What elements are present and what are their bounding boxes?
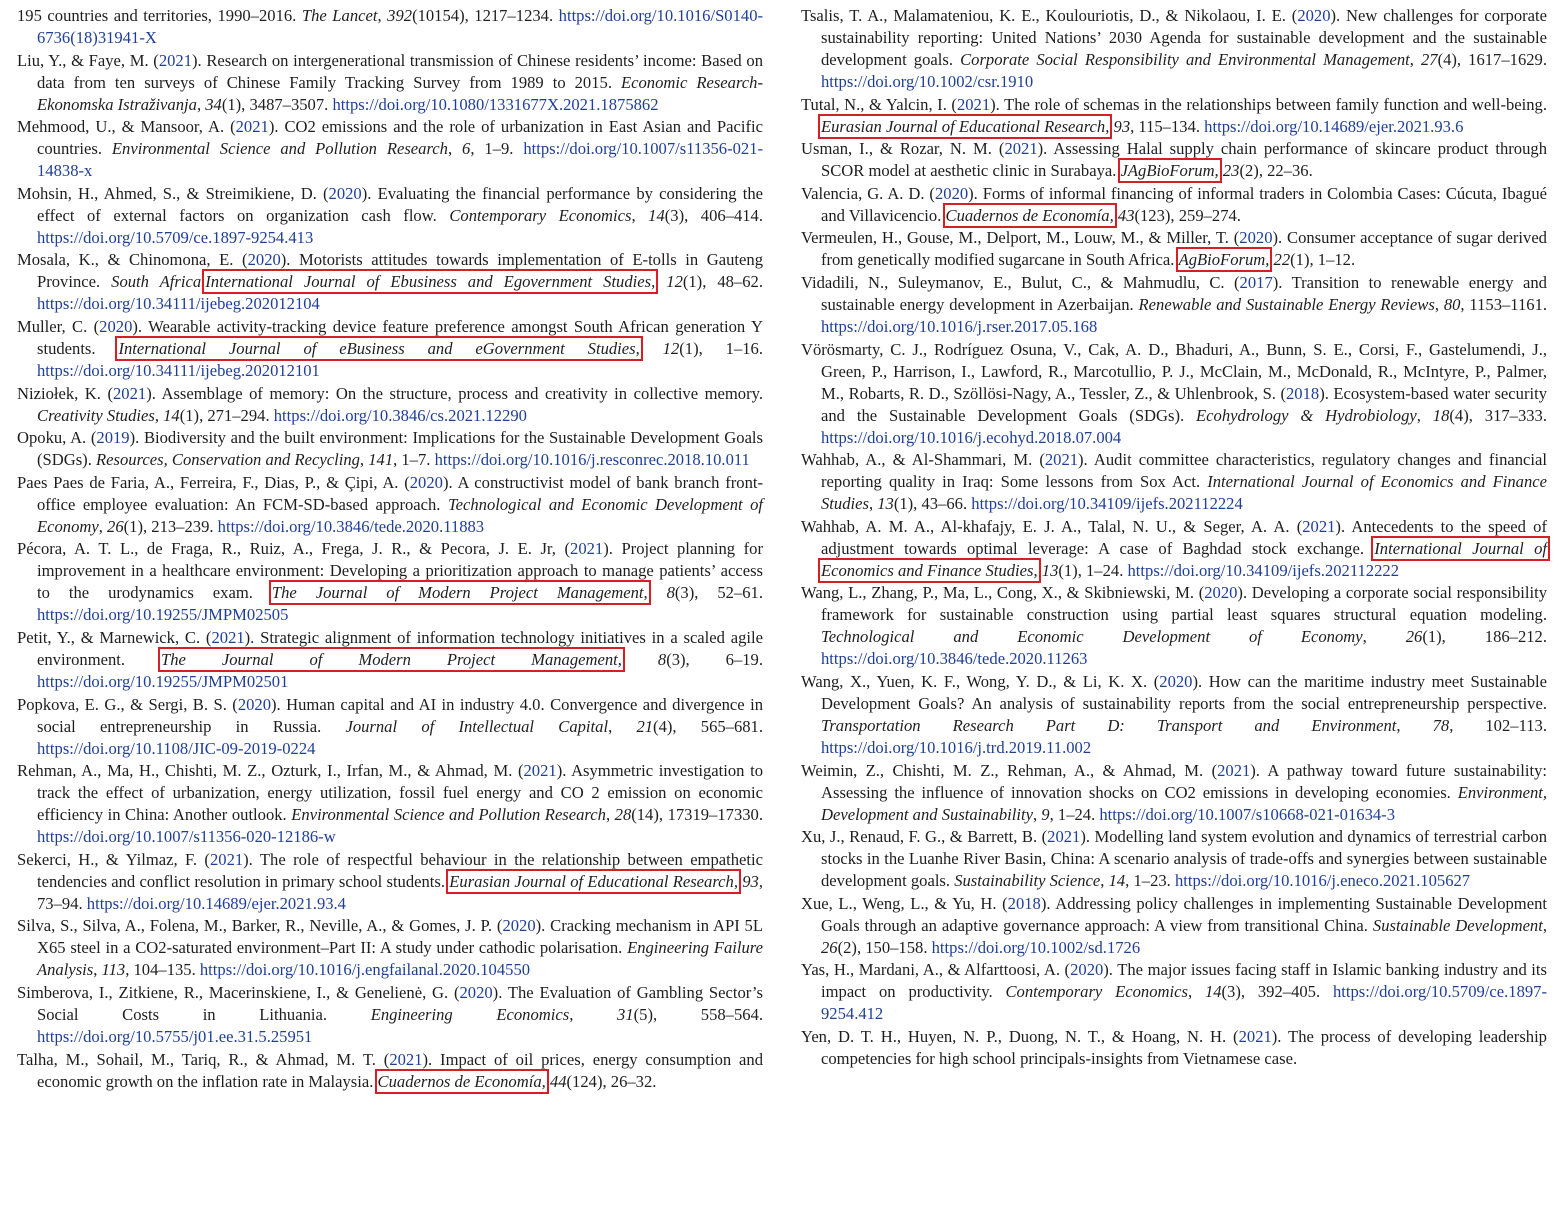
reference-entry <box>17 1049 763 1093</box>
reference-doi-link[interactable]: https://doi.org/10.1002/sd.1726 <box>931 937 1141 957</box>
reference-volume: 113 <box>101 960 126 980</box>
reference-journal: Resources, Conservation and Recycling <box>96 450 360 470</box>
reference-authors: Yen, D. T. H., Huyen, N. P., Duong, N. T., & Hoang, N. H. ( <box>801 1026 1239 1046</box>
reference-volume: 8 <box>657 649 667 669</box>
reference-volume: 34 <box>205 94 222 114</box>
reference-pages: (2), 22–36. <box>1239 161 1313 181</box>
reference-entry <box>17 538 763 626</box>
reference-title: ). Forms of informal financing of informal traders in Colombia Cases: Cúcuta, Ibagué and Villavicencio. <box>821 183 1547 225</box>
reference-separator: , <box>154 405 164 425</box>
reference-volume: 13 <box>1041 560 1059 580</box>
reference-pages: , 115–134. <box>1130 116 1205 136</box>
reference-authors: Valencia, G. A. D. ( <box>801 183 935 203</box>
reference-authors: Silva, S., Silva, A., Folena, M., Barker, R., Neville, A., & Gomes, J. P. ( <box>17 916 503 936</box>
reference-year-link[interactable]: 2021 <box>1044 450 1079 470</box>
reference-authors: Liu, Y., & Faye, M. ( <box>17 50 159 70</box>
reference-journal: Renewable and Sustainable Energy Reviews <box>1138 294 1435 314</box>
reference-volume: 93 <box>1113 116 1131 136</box>
reference-volume: 31 <box>617 1004 634 1024</box>
reference-authors: Tutal, N., & Yalcin, I. ( <box>801 94 957 114</box>
reference-entry <box>801 671 1547 759</box>
reference-title: ). Assemblage of memory: On the structure, process and creativity in collective memory. <box>146 383 763 403</box>
reference-volume: 14 <box>1204 982 1222 1002</box>
reference-authors: Weimin, Z., Chishti, M. Z., Rehman, A., & Ahmad, M. ( <box>801 760 1218 780</box>
reference-volume: 26 <box>821 937 838 957</box>
reference-pages: (1), 48–62. <box>682 272 763 292</box>
reference-year-link[interactable]: 2020 <box>1239 228 1273 248</box>
reference-pages: (3), 406–414. <box>664 205 764 225</box>
reference-separator: , <box>1100 871 1109 891</box>
reference-year-link[interactable]: 2017 <box>1239 272 1273 292</box>
reference-pages: (4), 1617–1629. <box>1437 50 1547 69</box>
reference-year-link[interactable]: 2021 <box>523 761 557 781</box>
reference-pages: (1), 1–16. <box>679 338 763 358</box>
reference-title: ). Wearable activity-tracking device feature preference amongst South African generation Y students. <box>37 316 763 358</box>
reference-doi-link[interactable]: https://doi.org/10.5755/j01.ee.31.5.25951 <box>37 1026 313 1046</box>
reference-entry <box>801 959 1547 1025</box>
reference-title: ). Human capital and AI in industry 4.0. Convergence and divergence in social entrepreneurship in Russia. <box>37 694 764 736</box>
reference-title: ). Addressing policy challenges in implementing Sustainable Development Goals through an adaptive governance approach: A view from transitional China. <box>821 893 1547 935</box>
reference-title: ). Evaluating the financial performance by considering the effect of external factors on organization cash flow. <box>37 183 763 225</box>
reference-entry <box>17 183 763 249</box>
reference-doi-link[interactable]: https://doi.org/10.1007/s11356-020-12186-w <box>37 827 336 847</box>
reference-title: ). The Evaluation of Gambling Sector’s Social Costs in Lithuania. <box>37 982 763 1024</box>
reference-separator <box>648 583 667 602</box>
reference-doi-link[interactable]: https://doi.org/10.1080/1331677X.2021.1875862 <box>332 94 659 114</box>
reference-separator: , <box>608 716 637 736</box>
reference-pages: (1), 3487–3507. <box>221 94 333 114</box>
reference-separator: , <box>1187 982 1205 1002</box>
reference-year-link[interactable]: 2021 <box>113 383 147 403</box>
highlighted-journal: The Journal of Modern Project Management, <box>161 649 622 669</box>
reference-title: ). The process of developing leadership competencies for high school principals-insights from Vietnamese case. <box>821 1026 1547 1068</box>
reference-authors: Rehman, A., Ma, H., Chishti, M. Z., Ozturk, I., Irfan, M., & Ahmad, M. ( <box>17 761 524 781</box>
reference-entry <box>801 826 1547 892</box>
reference-year-link[interactable]: 2021 <box>1217 760 1251 780</box>
reference-separator: , <box>631 205 649 225</box>
reference-doi-link[interactable]: https://doi.org/10.1108/JIC-09-2019-0224 <box>37 738 316 758</box>
highlighted-journal: Cuadernos de Economía, <box>945 205 1114 225</box>
reference-title: ). Transition to renewable energy and sustainable energy development in Azerbaijan. <box>821 272 1547 314</box>
reference-year-link[interactable]: 2020 <box>1204 583 1238 603</box>
reference-authors: Mohsin, H., Ahmed, S., & Streimikiene, D. ( <box>17 183 329 203</box>
reference-volume: 93 <box>742 871 759 891</box>
reference-authors: Petit, Y., & Marnewick, C. ( <box>17 627 212 647</box>
reference-year-link[interactable]: 2020 <box>328 183 362 203</box>
reference-year-link[interactable]: 2020 <box>934 183 969 203</box>
reference-title: ). The major issues facing staff in Islamic banking industry and its impact on productivity. <box>821 960 1547 1002</box>
reference-title: ). The role of respectful behaviour in the relationship between empathetic tendencies and conflict resolution in primary school students. <box>37 849 763 891</box>
reference-authors: Wang, L., Zhang, P., Ma, L., Cong, X., & Skibniewski, M. ( <box>801 583 1205 603</box>
reference-doi-link[interactable]: https://doi.org/10.14689/ejer.2021.93.6 <box>1204 116 1464 136</box>
reference-pages: (4), 317–333. <box>1449 405 1548 425</box>
reference-doi-link[interactable]: https://doi.org/10.1016/j.ecohyd.2018.07.004 <box>821 427 1122 447</box>
reference-year-link[interactable]: 2020 <box>409 472 443 492</box>
reference-authors: Simberova, I., Zitkiene, R., Macerinskiene, I., & Genelienė, G. ( <box>17 982 460 1002</box>
reference-volume: 22 <box>1273 250 1291 270</box>
reference-separator: , <box>359 450 369 470</box>
reference-authors: Muller, C. ( <box>17 316 100 336</box>
reference-volume: 141 <box>368 450 394 470</box>
reference-journal: Journal of Intellectual Capital <box>345 716 609 736</box>
reference-entry <box>17 627 763 693</box>
reference-pages: , 1–7. <box>393 450 435 470</box>
reference-volume: 6 <box>462 139 471 159</box>
reference-separator: , <box>1416 405 1433 425</box>
reference-separator: , <box>93 960 102 980</box>
reference-volume: 78 <box>1432 715 1450 735</box>
reference-volume: 44 <box>549 1071 567 1091</box>
reference-journal: Sustainable Development <box>1372 915 1543 935</box>
highlighted-journal: International Journal of eBusiness and eGovernment Studies, <box>118 338 640 358</box>
reference-authors: Opoku, A. ( <box>17 428 97 448</box>
reference-separator: , <box>1409 50 1421 69</box>
highlighted-journal: Eurasian Journal of Educational Research, <box>449 871 738 891</box>
reference-year-link[interactable]: 2021 <box>1238 1026 1272 1046</box>
reference-doi-link[interactable]: https://doi.org/10.34109/ijefs.202112222 <box>1127 560 1399 580</box>
highlighted-journal: The Journal of Modern Project Management, <box>271 583 648 603</box>
reference-year-link[interactable]: 2021 <box>389 1049 423 1069</box>
reference-doi-link[interactable]: https://doi.org/10.1002/csr.1910 <box>821 72 1034 91</box>
highlighted-journal: AgBioForum, <box>1178 250 1270 270</box>
reference-year-link[interactable]: 2021 <box>211 627 245 647</box>
reference-journal: Environment, Development and Sustainability <box>821 782 1547 824</box>
reference-entry <box>801 138 1547 182</box>
reference-authors: Popkova, E. G., & Sergi, B. S. ( <box>17 694 238 714</box>
reference-year-link[interactable]: 2020 <box>247 250 281 270</box>
reference-title: ). Developing a corporate social responsibility framework for sustainable construction using partial least squares structural equation modeling. <box>821 583 1547 625</box>
reference-separator: , <box>1362 627 1406 647</box>
reference-title: ). Motorists attitudes towards implementation of E-tolls in Gauteng Province. <box>37 250 763 292</box>
reference-separator: , <box>196 94 206 114</box>
reference-column-left <box>17 5 763 1093</box>
reference-entry <box>17 472 763 538</box>
reference-year-link[interactable]: 2020 <box>1070 960 1104 980</box>
reference-title: ). A pathway toward future sustainability: Assessing the influence of innovation shocks on CO2 emissions in developing economies. <box>821 760 1547 802</box>
reference-entry <box>801 516 1547 582</box>
reference-year-link[interactable]: 2021 <box>1047 827 1081 847</box>
reference-title: ). Modelling land system evolution and dynamics of terrestrial carbon stocks in the Luanhe River Basin, China: A scenario analysis of trade-offs and synergies between sustainable development goals. <box>821 827 1547 891</box>
reference-volume: 12 <box>666 272 683 292</box>
reference-entry <box>17 116 763 182</box>
reference-authors: Pécora, A. T. L., de Fraga, R., Ruiz, A., Frega, J. R., & Pecora, J. E. Jr, ( <box>17 539 571 559</box>
reference-volume: 9 <box>1041 804 1050 824</box>
reference-journal: South Africa. <box>111 272 206 292</box>
reference-authors: Sekerci, H., & Yilmaz, F. ( <box>17 849 210 869</box>
reference-year-link[interactable]: 2021 <box>1302 516 1336 536</box>
reference-authors: Wang, X., Yuen, K. F., Wong, Y. D., & Li, K. X. ( <box>801 671 1160 691</box>
reference-entry <box>801 760 1547 826</box>
highlighted-journal: Eurasian Journal of Educational Research, <box>821 116 1110 136</box>
reference-volume: 14 <box>648 205 665 225</box>
reference-year-link[interactable]: 2020 <box>1159 671 1193 691</box>
reference-title: ). Audit committee characteristics, regulatory changes and financial reporting quality in Iraq: Some lessons from Sox Act. <box>821 450 1547 492</box>
reference-separator: , <box>377 6 388 25</box>
reference-doi-link[interactable]: https://doi.org/10.3846/tede.2020.11883 <box>217 516 485 536</box>
reference-volume: 14 <box>1108 871 1126 891</box>
reference-pages: (2), 150–158. <box>837 937 932 957</box>
reference-year-link[interactable]: 2018 <box>1286 383 1320 403</box>
reference-pages: , 104–135. <box>125 960 200 980</box>
reference-entry <box>17 427 763 471</box>
reference-journal: Sustainability Science <box>954 871 1101 891</box>
reference-column-right <box>801 5 1547 1071</box>
reference-journal: Corporate Social Responsibility and Environmental Management <box>960 50 1410 69</box>
reference-journal: Engineering Failure Analysis <box>37 938 763 980</box>
reference-authors: Usman, I., & Rozar, N. M. ( <box>801 139 1005 159</box>
reference-year-link[interactable]: 2020 <box>237 694 272 714</box>
reference-journal: Environmental Science and Pollution Research <box>291 805 606 825</box>
highlighted-journal: International Journal of Economics and Finance Studies, <box>821 538 1547 580</box>
reference-journal: Economic Research-Ekonomska Istraživanja <box>37 72 763 114</box>
reference-authors: Tsalis, T. A., Malamateniou, K. E., Koulouriotis, D., & Nikolaou, I. E. ( <box>801 6 1298 25</box>
reference-doi-link[interactable]: https://doi.org/10.1007/s11356-021-14838-x <box>37 139 764 181</box>
reference-separator: , <box>868 494 878 514</box>
reference-pages: (1), 1–24. <box>1058 560 1128 580</box>
reference-entry <box>801 449 1547 515</box>
reference-volume: 80 <box>1443 294 1461 314</box>
reference-authors: Talha, M., Sohail, M., Tariq, R., & Ahmad, M. T. ( <box>17 1049 390 1069</box>
reference-entry <box>17 383 763 427</box>
reference-volume: 392 <box>387 6 413 25</box>
reference-title: ). Cracking mechanism in API 5L X65 steel in a CO2-saturated environment–Part II: A study under cathodic polarisation. <box>37 916 763 958</box>
reference-journal: International Journal of Economics and Finance Studies <box>821 472 1547 514</box>
reference-doi-link[interactable]: https://doi.org/10.14689/ejer.2021.93.4 <box>86 893 346 913</box>
highlighted-journal: JAgBioForum, <box>1120 161 1219 181</box>
reference-entry <box>801 5 1547 93</box>
reference-entry <box>801 227 1547 271</box>
reference-entry <box>801 1026 1547 1070</box>
reference-pages: (123), 259–274. <box>1134 205 1241 225</box>
reference-doi-link[interactable]: https://doi.org/10.19255/JMPM02501 <box>37 671 289 691</box>
reference-volume: 23 <box>1222 161 1240 181</box>
reference-volume: 26 <box>107 516 124 536</box>
reference-year-link[interactable]: 2021 <box>1004 139 1038 159</box>
reference-doi-link[interactable]: https://doi.org/10.1016/j.engfailanal.2020.104550 <box>199 960 531 980</box>
reference-journal: Transportation Research Part D: Transport and Environment <box>821 715 1397 735</box>
reference-journal: Contemporary Economics <box>1005 982 1188 1002</box>
reference-journal: Environmental Science and Pollution Research <box>111 139 448 159</box>
reference-title: 195 countries and territories, 1990–2016. <box>17 6 302 25</box>
reference-title: ). Biodiversity and the built environment: Implications for the Sustainable Development Goals (SDGs). <box>37 428 764 470</box>
reference-year-link[interactable]: 2021 <box>158 50 193 70</box>
reference-separator: , <box>1396 715 1433 735</box>
reference-year-link[interactable]: 2020 <box>502 916 536 936</box>
reference-title: ). A constructivist model of bank branch front-office employee evaluation: An FCM-SD-based approach. <box>37 472 763 514</box>
reference-doi-link[interactable]: https://doi.org/10.1016/j.rser.2017.05.168 <box>821 316 1098 336</box>
reference-pages: (124), 26–32. <box>566 1071 657 1091</box>
reference-entry <box>17 982 763 1048</box>
reference-volume: 26 <box>1405 627 1423 647</box>
reference-separator: , <box>447 139 463 159</box>
reference-pages: (3), 392–405. <box>1221 982 1333 1002</box>
reference-entry <box>801 183 1547 227</box>
reference-authors: Wahhab, A., & Al-Shammari, M. ( <box>801 450 1045 470</box>
reference-separator: , <box>98 516 108 536</box>
reference-doi-link[interactable]: https://doi.org/10.1016/j.resconrec.2018.10.011 <box>434 450 750 470</box>
reference-journal: Engineering Economics <box>370 1004 570 1024</box>
reference-title: ). Consumer acceptance of sugar derived from genetically modified sugarcane in South Africa. <box>821 228 1547 270</box>
reference-year-link[interactable]: 2020 <box>459 982 493 1002</box>
reference-title: ). How can the maritime industry meet Sustainable Development Goals? An analysis of sustainability reports from the social entrepreneurship perspective. <box>821 671 1547 713</box>
reference-entry <box>17 694 763 760</box>
reference-doi-link[interactable]: https://doi.org/10.1016/j.eneco.2021.105627 <box>1174 871 1471 891</box>
reference-pages: , 1–23. <box>1125 871 1175 891</box>
reference-entry <box>801 893 1547 959</box>
reference-volume: 43 <box>1117 205 1135 225</box>
reference-year-link[interactable]: 2020 <box>99 316 133 336</box>
reference-doi-link[interactable]: https://doi.org/10.34111/ijebeg.202012104 <box>37 294 320 314</box>
reference-pages: (1), 1–12. <box>1290 250 1356 270</box>
reference-volume: 18 <box>1432 405 1450 425</box>
reference-pages: (1), 271–294. <box>179 405 274 425</box>
reference-authors: Yas, H., Mardani, A., & Alfarttoosi, A. ( <box>801 960 1071 980</box>
reference-title: ). Ecosystem-based water security and the Sustainable Development Goals (SDGs). <box>821 383 1547 425</box>
reference-doi-link[interactable]: https://doi.org/10.1016/S0140-6736(18)31941-X <box>37 6 764 47</box>
reference-doi-link[interactable]: https://doi.org/10.19255/JMPM02505 <box>37 605 289 625</box>
reference-authors: Xue, L., Weng, L., & Yu, H. ( <box>801 893 1008 913</box>
reference-pages: (3), 52–61. <box>674 583 764 603</box>
reference-entry <box>17 5 763 49</box>
reference-entry <box>17 249 763 315</box>
reference-volume: 13 <box>877 494 894 514</box>
reference-title: ). Research on intergenerational transmission of Chinese residents’ income: Based on data from ten surveys of Chinese Family Tracking Survey from 1989 to 2015. <box>37 50 763 92</box>
reference-volume: 8 <box>666 583 675 603</box>
reference-pages: (4), 565–681. <box>653 716 764 736</box>
reference-separator <box>655 272 666 291</box>
reference-pages: (10154), 1217–1234. <box>412 6 559 25</box>
reference-pages: , 1153–1161. <box>1460 294 1548 314</box>
reference-journal: Contemporary Economics <box>449 205 632 225</box>
reference-doi-link[interactable]: https://doi.org/10.3846/tede.2020.11263 <box>821 649 1088 669</box>
reference-journal: Creativity Studies <box>37 405 155 425</box>
reference-authors: Vermeulen, H., Gouse, M., Delport, M., Louw, M., & Miller, T. ( <box>801 228 1240 248</box>
reference-authors: Niziołek, K. ( <box>17 383 113 403</box>
reference-title: ). Strategic alignment of information technology initiatives in a scaled agile environment. <box>37 627 763 669</box>
reference-year-link[interactable]: 2019 <box>96 428 130 448</box>
reference-doi-link[interactable]: https://doi.org/10.1016/j.trd.2019.11.002 <box>821 737 1092 757</box>
reference-year-link[interactable]: 2020 <box>1297 6 1331 25</box>
highlighted-journal: International Journal of Ebusiness and Egovernment Studies, <box>205 272 656 292</box>
reference-title: ). Antecedents to the speed of adjustment towards optimal leverage: A case of Baghdad stock exchange. <box>821 516 1547 558</box>
reference-title: ). Assessing Halal supply chain performance of skincare product through SCOR model at aesthetic clinic in Surabaya. <box>821 139 1547 181</box>
reference-entry <box>17 760 763 848</box>
reference-volume: 21 <box>636 716 654 736</box>
reference-title: ). New challenges for corporate sustainability reporting: United Nations’ 2030 Agenda for sustainable development and the sustainable development goals. <box>821 6 1547 69</box>
reference-entry <box>801 94 1547 138</box>
reference-year-link[interactable]: 2018 <box>1007 893 1041 913</box>
reference-title: ). CO2 emissions and the role of urbanization in East Asian and Pacific countries. <box>37 117 764 159</box>
reference-entry <box>801 272 1547 338</box>
reference-authors: Mehmood, U., & Mansoor, A. ( <box>17 117 236 137</box>
reference-separator: , <box>1542 915 1547 935</box>
reference-separator: , <box>1434 294 1444 314</box>
reference-authors: Mosala, K., & Chinomona, E. ( <box>17 250 248 270</box>
reference-authors: Vidadili, N., Suleymanov, E., Bulut, C., & Mahmudlu, C. ( <box>801 272 1240 292</box>
reference-volume: 28 <box>614 805 632 825</box>
reference-doi-link[interactable]: https://doi.org/10.5709/ce.1897-9254.412 <box>821 982 1547 1024</box>
reference-journal: Technological and Economic Development of Economy <box>37 494 763 536</box>
reference-pages: (1), 213–239. <box>123 516 218 536</box>
reference-volume: 27 <box>1420 50 1438 69</box>
reference-authors: Vörösmarty, C. J., Rodríguez Osuna, V., Cak, A. D., Bhaduri, A., Bunn, S. E., Corsi, F., Gastelumendi, J., Green, P., Harrison, I., Lawford, R., Marcotullio, P. J., McClain, M., McDonald, R., McIntyre, P., Palmer, M., Robarts, R. D., Szöllösi-Nagy, A., Tessler, Z., & Uhlenbrook, S. ( <box>801 339 1547 403</box>
reference-entry <box>17 50 763 116</box>
reference-entry <box>801 339 1547 449</box>
reference-title: ). Impact of oil prices, energy consumption and economic growth on the inflation rate in Malaysia. <box>37 1049 763 1091</box>
reference-entry <box>801 582 1547 670</box>
reference-entry <box>17 915 763 981</box>
reference-pages: (3), 6–19. <box>666 649 764 669</box>
reference-pages: (5), 558–564. <box>633 1004 764 1024</box>
reference-title: ). Project planning for improvement in a healthcare environment: Developing a prioritization approach to manage patients’ access to the urodynamics exam. <box>37 539 763 603</box>
reference-pages: (14), 17319–17330. <box>631 805 763 825</box>
reference-journal: Technological and Economic Development of Economy <box>821 627 1363 647</box>
reference-year-link[interactable]: 2021 <box>209 849 244 869</box>
reference-separator <box>622 650 658 669</box>
reference-journal: Ecohydrology & Hydrobiology <box>1196 405 1417 425</box>
reference-pages: , 1–9. <box>470 139 524 159</box>
reference-entry <box>17 316 763 382</box>
reference-separator: , <box>1033 804 1042 824</box>
reference-entry <box>17 849 763 915</box>
reference-doi-link[interactable]: https://doi.org/10.3846/cs.2021.12290 <box>273 405 527 425</box>
reference-title: ). The role of schemas in the relationships between family function and well-being. <box>990 94 1547 114</box>
reference-doi-link[interactable]: https://doi.org/10.34109/ijefs.202112224 <box>971 494 1243 514</box>
reference-authors: Xu, J., Renaud, F. G., & Barrett, B. ( <box>801 827 1048 847</box>
reference-separator: , <box>605 805 615 825</box>
reference-separator <box>640 339 663 358</box>
reference-pages: , 73–94. <box>37 871 763 913</box>
reference-pages: , 1–24. <box>1049 804 1100 824</box>
reference-year-link[interactable]: 2021 <box>235 117 269 137</box>
reference-pages: , 102–113. <box>1449 715 1547 735</box>
reference-doi-link[interactable]: https://doi.org/10.5709/ce.1897-9254.413 <box>37 227 314 247</box>
reference-pages: (1), 43–66. <box>893 494 972 514</box>
reference-doi-link[interactable]: https://doi.org/10.34111/ijebeg.202012101 <box>37 360 320 380</box>
reference-authors: Wahhab, A. M. A., Al-khafajy, E. J. A., Talal, N. U., & Seger, A. A. ( <box>801 516 1303 536</box>
reference-doi-link[interactable]: https://doi.org/10.1007/s10668-021-01634-3 <box>1099 804 1395 824</box>
reference-volume: 14 <box>163 405 180 425</box>
reference-year-link[interactable]: 2021 <box>570 539 604 559</box>
reference-authors: Paes Paes de Faria, A., Ferreira, F., Dias, P., & Çipi, A. ( <box>17 472 410 492</box>
reference-title: ). Asymmetric investigation to track the effect of urbanization, energy utilization, fossil fuel energy and CO 2 emission on economic efficiency in China: Another outlook. <box>37 761 763 825</box>
reference-pages: (1), 186–212. <box>1422 627 1548 647</box>
reference-year-link[interactable]: 2021 <box>956 94 991 114</box>
reference-journal: The Lancet <box>301 6 378 25</box>
highlighted-journal: Cuadernos de Economía, <box>377 1071 546 1091</box>
reference-volume: 12 <box>662 338 680 358</box>
reference-separator: , <box>569 1004 618 1024</box>
